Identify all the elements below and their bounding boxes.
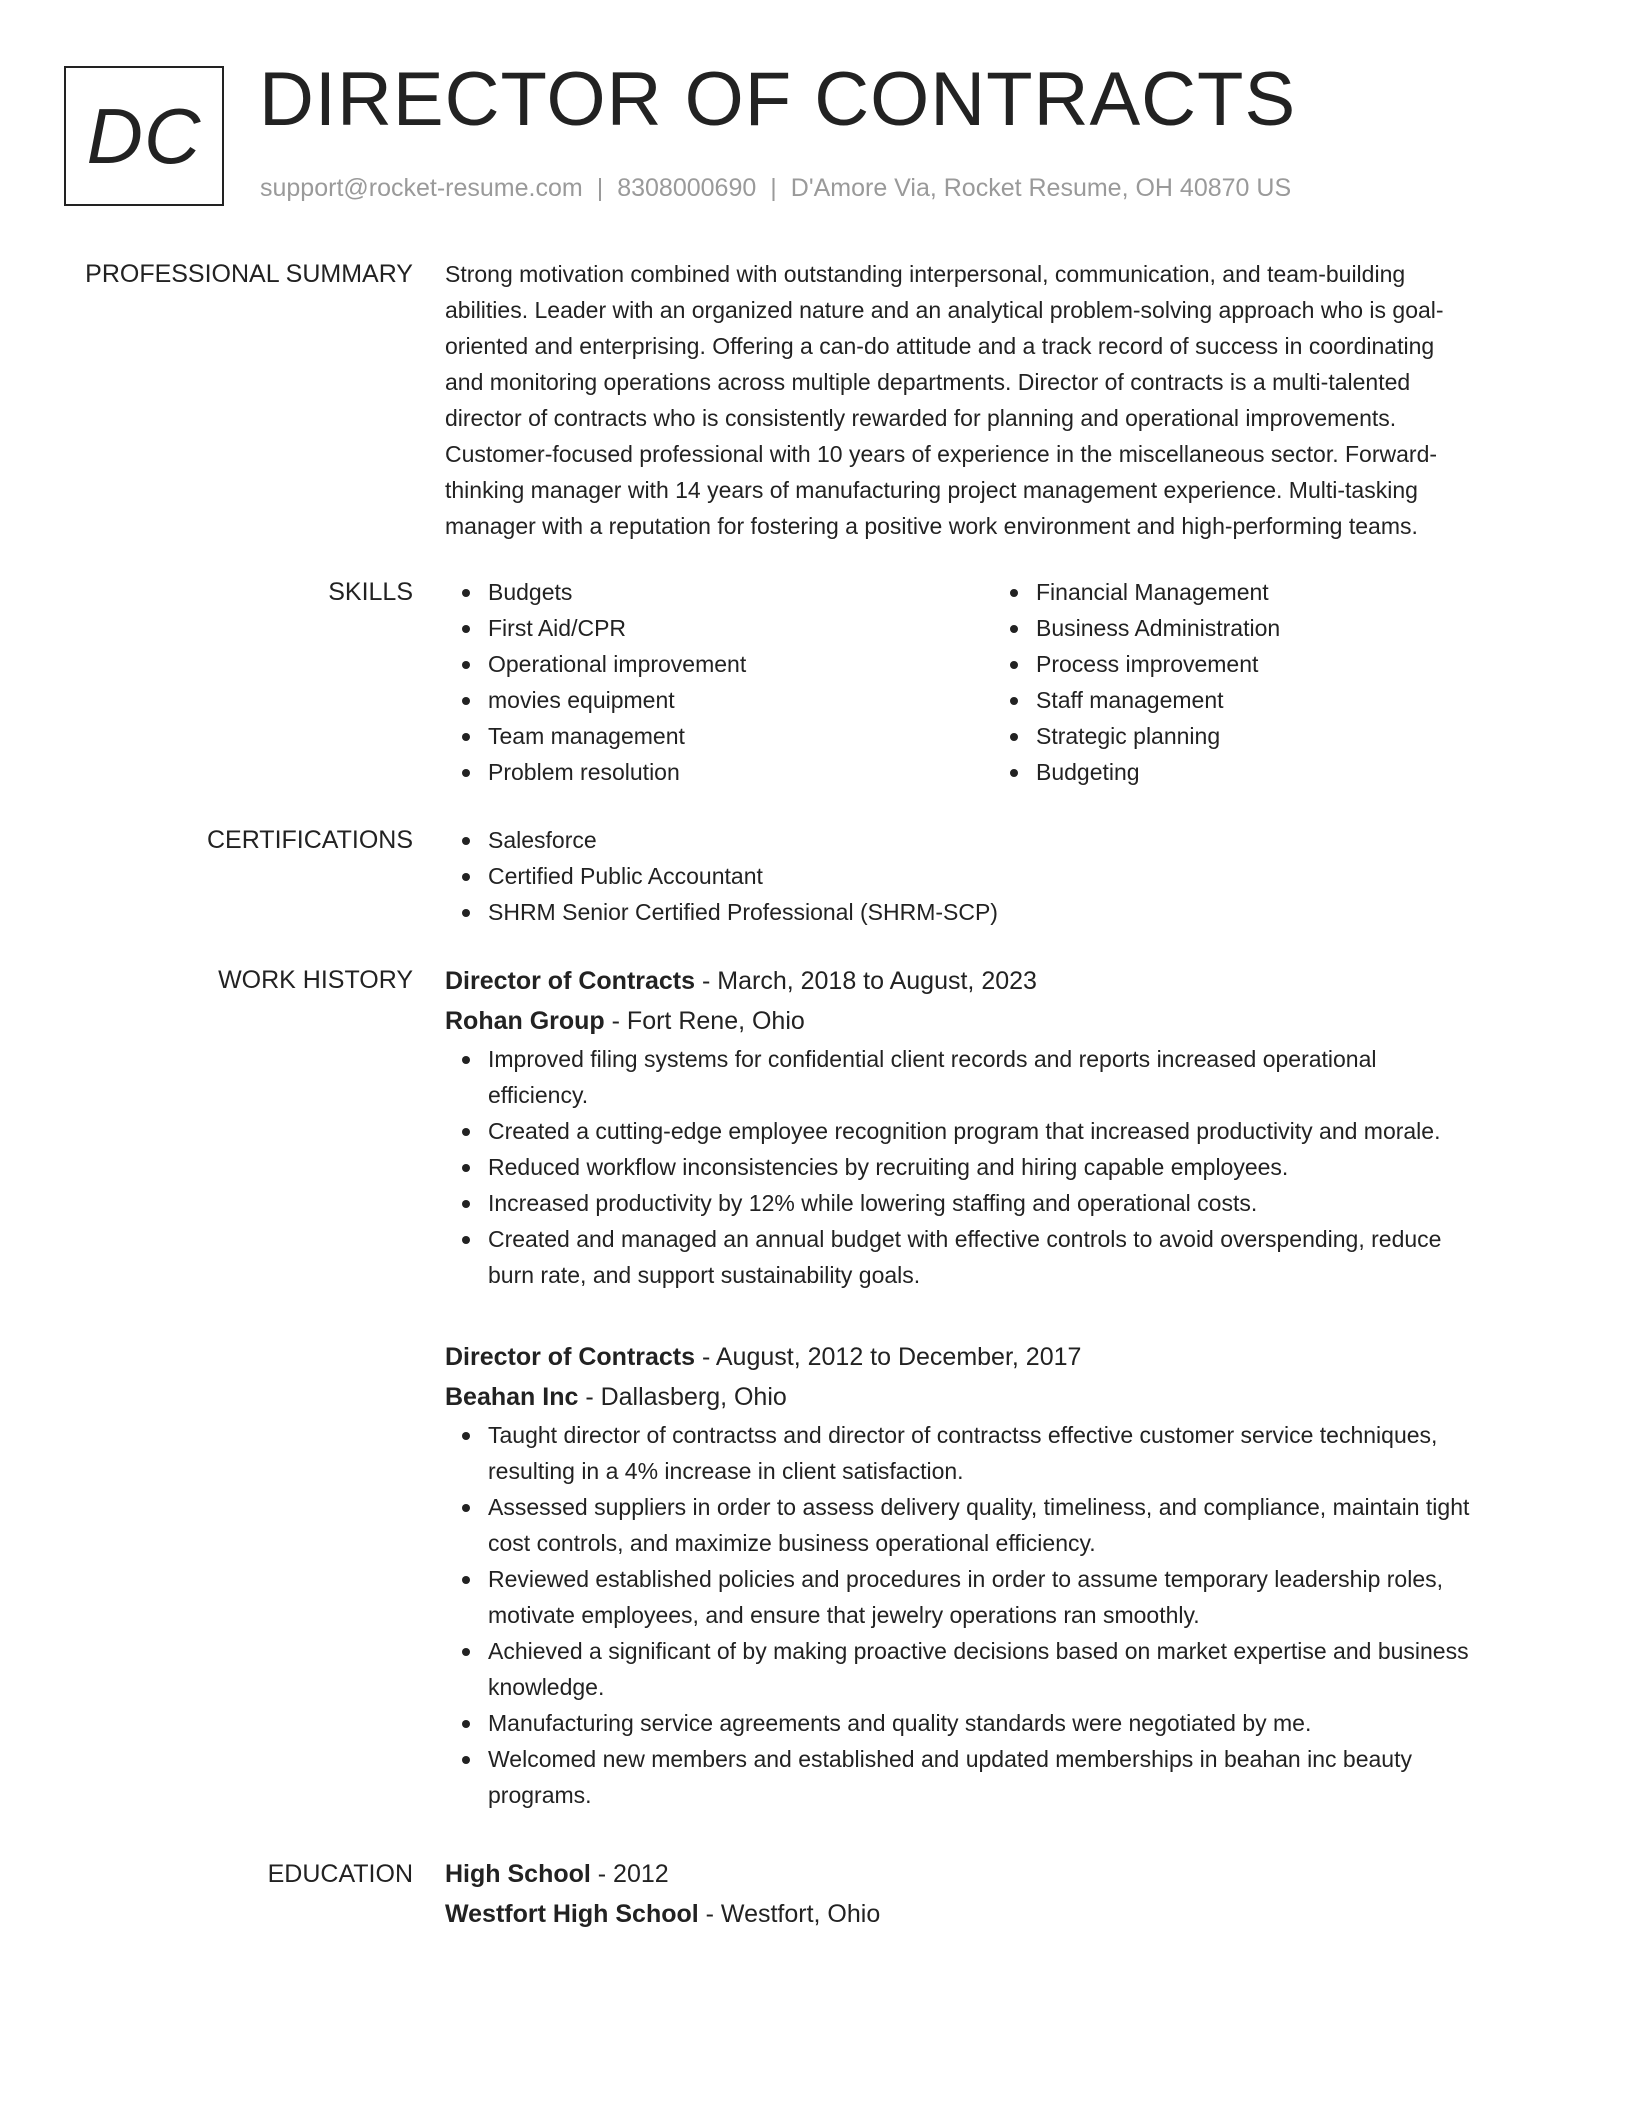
- job-bullet: Taught director of contractss and director of contractss effective customer service techniques, resulting in a 4% increase in client satisfaction.: [445, 1417, 1557, 1489]
- contact-address: D'Amore Via, Rocket Resume, OH 40870 US: [790, 174, 1292, 202]
- job-bullet: Assessed suppliers in order to assess delivery quality, timeliness, and compliance, maintain tight cost controls, and maximize business operational efficiency.: [445, 1489, 1557, 1561]
- certifications-list: [445, 822, 1557, 930]
- certification-item: Certified Public Accountant: [445, 858, 1557, 894]
- summary-line: Customer-focused professional with 10 years of experience in the miscellaneous sector. Forward-: [445, 441, 1438, 467]
- education-school-line: [445, 1894, 1557, 1934]
- section-label-education: EDUCATION: [267, 1860, 413, 1888]
- skill-item: Problem resolution: [445, 754, 993, 790]
- education-degree: High School: [445, 1860, 591, 1888]
- job-company-line: [445, 1001, 1557, 1041]
- skills-list: [445, 574, 1557, 790]
- job-title-line: [445, 1337, 1557, 1377]
- job-bullet: Created a cutting-edge employee recognition program that increased productivity and morale.: [445, 1113, 1557, 1149]
- job-bullet: Manufacturing service agreements and quality standards were negotiated by me.: [445, 1705, 1557, 1741]
- skill-item: Budgets: [445, 574, 993, 610]
- education-location: - Westfort, Ohio: [698, 1900, 881, 1928]
- contact-line: [260, 173, 1291, 203]
- skill-item: Team management: [445, 718, 993, 754]
- job-bullet: Increased productivity by 12% while lowering staffing and operational costs.: [445, 1185, 1557, 1221]
- skill-item: Process improvement: [993, 646, 1541, 682]
- summary-line: abilities. Leader with an organized nature and an analytical problem-solving approach who is goal-: [445, 297, 1444, 323]
- summary-line: and monitoring operations across multiple departments. Director of contracts is a multi-talented: [445, 369, 1411, 395]
- education-school: Westfort High School: [445, 1900, 699, 1928]
- section-label-work-history: WORK HISTORY: [218, 966, 413, 994]
- section-label-certifications: CERTIFICATIONS: [206, 826, 413, 854]
- contact-separator: |: [770, 174, 777, 202]
- job-company: Beahan Inc: [445, 1383, 579, 1411]
- job-bullet: Improved filing systems for confidential client records and reports increased operational efficiency.: [445, 1041, 1557, 1113]
- job-bullets: [445, 1041, 1557, 1293]
- skill-item: Staff management: [993, 682, 1541, 718]
- education-year: - 2012: [590, 1860, 669, 1888]
- job-location: - Dallasberg, Ohio: [578, 1383, 787, 1411]
- job-title-line: [445, 961, 1557, 1001]
- monogram-initials: DC: [86, 91, 202, 180]
- skill-item: movies equipment: [445, 682, 993, 718]
- summary-line: Strong motivation combined with outstanding interpersonal, communication, and team-building: [445, 261, 1406, 287]
- job-bullet: Achieved a significant of by making proactive decisions based on market expertise and business knowledge.: [445, 1633, 1557, 1705]
- certification-item: SHRM Senior Certified Professional (SHRM-SCP): [445, 894, 1557, 930]
- job-dates: - March, 2018 to August, 2023: [695, 967, 1037, 995]
- job-title: Director of Contracts: [445, 967, 696, 995]
- job-bullet: Reduced workflow inconsistencies by recruiting and hiring capable employees.: [445, 1149, 1557, 1185]
- skill-item: Financial Management: [993, 574, 1541, 610]
- skill-item: Strategic planning: [993, 718, 1541, 754]
- skill-item: Operational improvement: [445, 646, 993, 682]
- skill-item: Business Administration: [993, 610, 1541, 646]
- job-company: Rohan Group: [445, 1007, 605, 1035]
- certification-item: Salesforce: [445, 822, 1557, 858]
- skill-item: Budgeting: [993, 754, 1541, 790]
- contact-phone[interactable]: 8308000690: [617, 174, 757, 202]
- summary-line: manager with a reputation for fostering a positive work environment and high-performing teams.: [445, 513, 1418, 539]
- resume-header: [64, 57, 1564, 211]
- resume-title: DIRECTOR OF CONTRACTS: [259, 57, 1297, 142]
- summary-text: [445, 256, 1557, 544]
- summary-line: oriented and enterprising. Offering a can-do attitude and a track record of success in coordinating: [445, 333, 1435, 359]
- summary-line: thinking manager with 14 years of manufacturing project management experience. Multi-tasking: [445, 477, 1418, 503]
- skills-column-left: [445, 574, 993, 790]
- job-company-line: [445, 1377, 1557, 1417]
- education-degree-line: [445, 1854, 1557, 1894]
- contact-separator: |: [596, 174, 604, 202]
- job-bullet: Reviewed established policies and procedures in order to assume temporary leadership roles, motivate employees, and ensure that jewelry operations ran smoothly.: [445, 1561, 1557, 1633]
- job-entry: [445, 1337, 1557, 1813]
- skills-column-right: [993, 574, 1541, 790]
- education-entry: [445, 1854, 1557, 1934]
- skill-item: First Aid/CPR: [445, 610, 993, 646]
- summary-line: director of contracts who is consistently rewarded for planning and operational improvements.: [445, 405, 1397, 431]
- job-bullet: Welcomed new members and established and updated memberships in beahan inc beauty programs.: [445, 1741, 1557, 1813]
- job-bullets: [445, 1417, 1557, 1813]
- contact-email[interactable]: support@rocket-resume.com: [260, 174, 583, 202]
- job-title: Director of Contracts: [445, 1343, 696, 1371]
- job-location: - Fort Rene, Ohio: [604, 1007, 805, 1035]
- job-entry: [445, 961, 1557, 1293]
- monogram-badge: [64, 66, 224, 206]
- job-dates: - August, 2012 to December, 2017: [695, 1343, 1082, 1371]
- section-label-summary: PROFESSIONAL SUMMARY: [85, 260, 413, 288]
- section-label-skills: SKILLS: [328, 578, 413, 606]
- job-bullet: Created and managed an annual budget with effective controls to avoid overspending, reduce burn rate, and support sustainability goals.: [445, 1221, 1557, 1293]
